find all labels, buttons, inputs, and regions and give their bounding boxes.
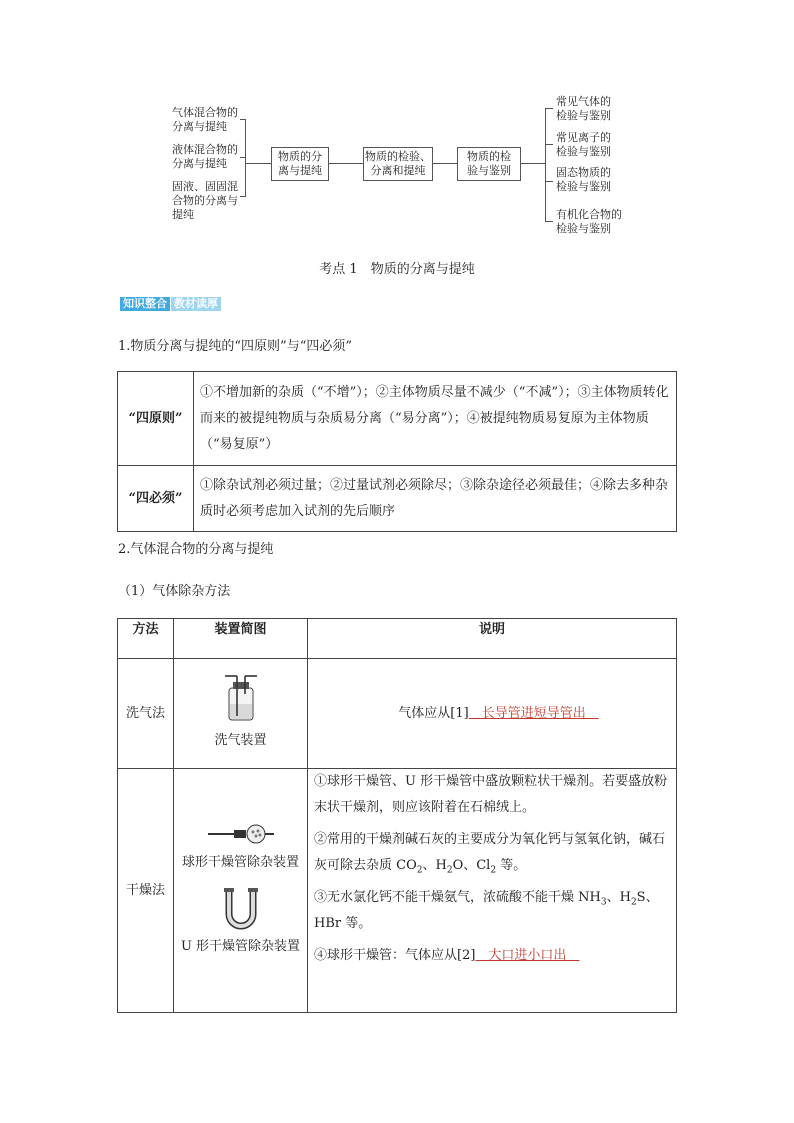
desc-dry	[308, 769, 677, 1013]
row-text-principles: ①不增加新的杂质（“不增”）；②主体物质尽量不减少（“不减”）；③主体物质转化而来的被提纯物质与杂质易分离（“易分离”）；④被提纯物质易复原为主体物质（“易复原”）	[194, 372, 677, 466]
heading-gas-methods: （1）气体除杂方法	[118, 584, 231, 599]
knowledge-badge	[120, 297, 221, 311]
u-tube-icon	[221, 886, 261, 930]
section-title: 考点 1 物质的分离与提纯	[319, 262, 475, 277]
map-box-center: 物质的检验、 分离和提纯	[363, 147, 433, 181]
badge-knowledge: 知识整合	[120, 297, 170, 311]
col-description: 说明	[308, 619, 677, 659]
row-head-musts: “四必须”	[118, 466, 194, 532]
table-row	[118, 466, 677, 532]
desc-dry-p2: ②常用的干燥剂碱石灰的主要成分为氧化钙与氢氧化钠，碱石灰可除去杂质 $CO_2$、$H_2O$、$Cl_2$ 等。	[314, 832, 666, 876]
device-dry-label-1: 球形干燥管除杂装置	[181, 854, 299, 870]
desc-dry-p1: ①球形干燥管、U 形干燥管中盛放颗粒状干燥剂。若要盛放粉末状干燥剂，则应该附着在石棉绒上。	[314, 774, 668, 815]
desc-dry-p3: ③无水氯化钙不能干燥氨气，浓硫酸不能干燥 $NH_3$、$H_2S$、HBr 等。	[314, 890, 659, 931]
device-wash-cell	[174, 659, 308, 769]
table-row	[118, 372, 677, 466]
map-box-separation: 物质的分 离与提纯	[271, 147, 329, 181]
map-left-1: 气体混合物的 分离与提纯	[172, 106, 238, 133]
col-device: 装置简图	[174, 619, 308, 659]
map-left-3: 固液、固固混 合物的分离与 提纯	[172, 180, 238, 221]
map-right-4: 有机化合物的 检验与鉴别	[556, 208, 622, 235]
table-row	[118, 659, 677, 769]
heading-gas-mixture: 2.气体混合物的分离与提纯	[118, 542, 274, 557]
badge-textbook: 教材读厚	[171, 297, 221, 311]
row-head-principles: “四原则”	[118, 372, 194, 466]
row-text-musts: ①除杂试剂必须过量；②过量试剂必须除尽；③除杂途径必须最佳；④除去多种杂质时必须考虑加入试剂的先后顺序	[194, 466, 677, 532]
table-row	[118, 769, 677, 1013]
method-wash: 洗气法	[118, 659, 174, 769]
map-right-2: 常见离子的 检验与鉴别	[556, 131, 611, 158]
map-right-1: 常见气体的 检验与鉴别	[556, 95, 611, 122]
gas-washing-bottle-icon	[221, 674, 261, 722]
desc-wash	[308, 659, 677, 769]
answer-2: 大口进小口出	[475, 948, 580, 963]
answer-1: 长导管进短导管出	[468, 705, 599, 721]
table-header-row	[118, 619, 677, 659]
desc-wash-text: 气体应从[1]	[398, 705, 469, 721]
gas-methods-table	[117, 618, 677, 1013]
principles-table	[117, 371, 677, 532]
heading-principles: 1.物质分离与提纯的“四原则”与“四必须”	[118, 339, 352, 354]
map-box-identification: 物质的检 验与鉴别	[457, 147, 521, 181]
device-dry-cell	[174, 769, 308, 1013]
col-method: 方法	[118, 619, 174, 659]
device-dry-label-2: U 形干燥管除杂装置	[180, 938, 301, 954]
method-dry: 干燥法	[118, 769, 174, 1013]
map-left-2: 液体混合物的 分离与提纯	[172, 143, 238, 170]
drying-tube-icon	[206, 822, 276, 846]
desc-dry-p4: ④球形干燥管：气体应从[2] 大口进小口出	[314, 948, 580, 963]
device-wash-label: 洗气装置	[214, 732, 267, 748]
map-right-3: 固态物质的 检验与鉴别	[556, 166, 611, 193]
